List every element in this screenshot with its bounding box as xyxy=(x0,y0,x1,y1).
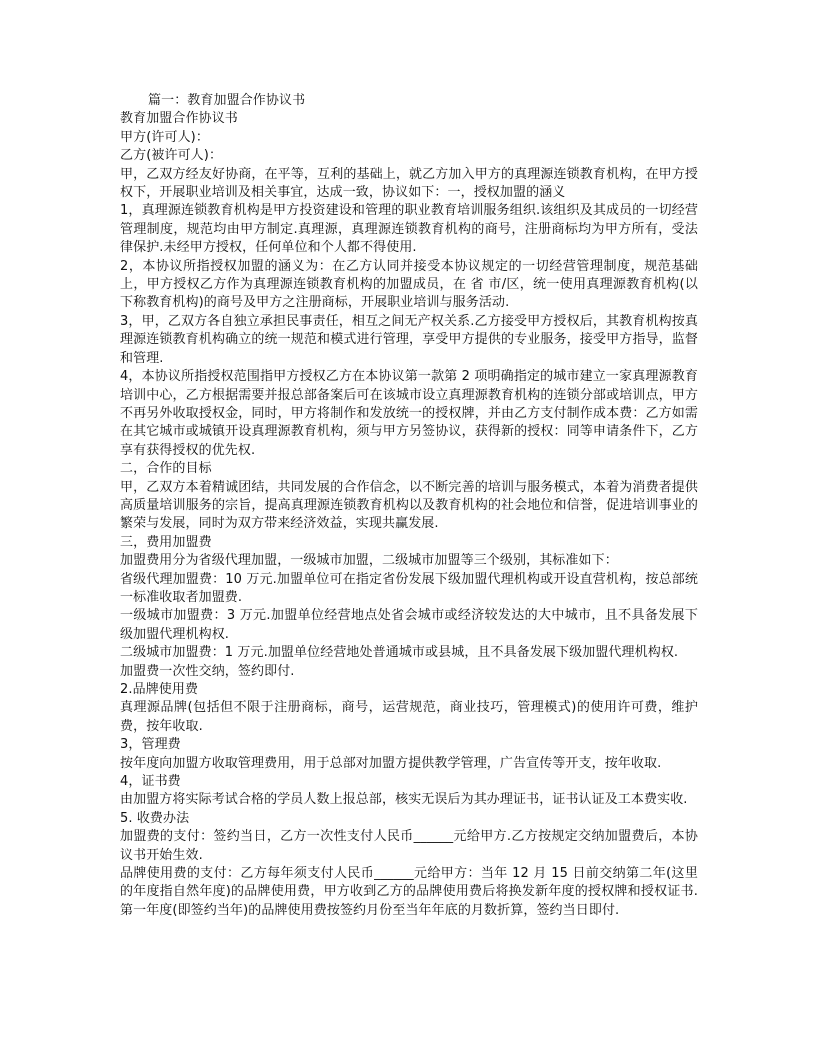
fees-intro: 加盟费用分为省级代理加盟，一级城市加盟，二级城市加盟等三个级别，其标准如下： xyxy=(120,553,618,569)
heading-brand-fee: 2.品牌使用费 xyxy=(120,682,199,697)
heading-certificate-fee: 4，证书费 xyxy=(120,774,181,790)
section-heading-goals: 二，合作的目标 xyxy=(120,461,212,477)
fee-tier-2-city: 二级城市加盟费：1 万元.加盟单位经营地处普通城市或县城，且不具备发展下级加盟代理机构权. xyxy=(120,645,679,661)
clause-1-1: 1，真理源连锁教育机构是甲方投资建设和管理的职业教育培训服务组织.该组织及其成员的一切经营管理制度，规范均由甲方制定.真理源，真理源连锁教育机构的商号，注册商标均为甲方所有，受法律保护.未经甲方授权，任何单位和个人都不得使用. xyxy=(120,203,698,256)
preamble-paragraph: 甲，乙双方经友好协商，在平等，互利的基础上，就乙方加入甲方的真理源连锁教育机构，在甲方授权下，开展职业培训及相关事宜，达成一致，协议如下：一，授权加盟的涵义 xyxy=(120,166,698,201)
management-fee-paragraph: 按年度向加盟方收取管理费用，用于总部对加盟方提供教学管理，广告宣传等开支，按年收取. xyxy=(120,755,662,771)
party-a-line: 甲方(许可人)： xyxy=(120,129,209,145)
brand-fee-paragraph: 真理源品牌(包括但不限于注册商标，商号，运营规范，商业技巧，管理模式)的使用许可费，维护费，按年收取. xyxy=(120,700,698,734)
fee-tier-1-city: 一级城市加盟费：3 万元.加盟单位经营地点处省会城市或经济较发达的大中城市，且不具备发展下级加盟代理机构权. xyxy=(120,608,698,642)
clause-1-4: 4，本协议所指授权范围指甲方授权乙方在本协议第一款第 2 项明确指定的城市建立一家真理源教育培训中心，乙方根据需要并报总部备案后可在该城市设立真理源教育机构的连锁分部或培训点，甲方不再另外收取授权金，同时，甲方将制作和发放统一的授权牌，并由乙方支付制作成本费：乙方如需在其它城市或城镇开设真理源教育机构，须与甲方另签协议，获得新的授权：同等申请条件下，乙方享有获得授权的优先权. xyxy=(120,369,698,458)
payment-franchise-fee: 加盟费的支付：签约当日，乙方一次性支付人民币______元给甲方.乙方按规定交纳加盟费后，本协议书开始生效. xyxy=(120,829,698,863)
section-title: 篇一：教育加盟合作协议书 xyxy=(148,93,306,108)
clause-1-3: 3，甲，乙双方各自独立承担民事责任，相互之间无产权关系.乙方接受甲方授权后，其教育机构按真理源连锁教育机构确立的统一规范和模式进行管理，享受甲方提供的专业服务，接受甲方指导，监督和管理. xyxy=(120,313,698,366)
section-heading-fees: 三，费用加盟费 xyxy=(120,534,212,550)
certificate-fee-paragraph: 由加盟方将实际考试合格的学员人数上报总部，核实无误后为其办理证书，证书认证及工本费实收. xyxy=(120,792,688,808)
goals-paragraph: 甲，乙双方本着精诚团结，共同发展的合作信念，以不断完善的培训与服务模式，本着为消费者提供高质量培训服务的宗旨，提高真理源连锁教育机构以及教育机构的社会地位和信誉，促进培训事业的繁荣与发展，同时为双方带来经济效益，实现共赢发展. xyxy=(120,479,698,532)
fee-provincial: 省级代理加盟费：10 万元.加盟单位可在指定省份发展下级加盟代理机构或开设直营机构，按总部统一标准收取者加盟费. xyxy=(120,571,698,605)
document-title: 教育加盟合作协议书 xyxy=(120,111,238,127)
document-body xyxy=(120,92,698,920)
clause-1-2: 2，本协议所指授权加盟的涵义为：在乙方认同并接受本协议规定的一切经营管理制度，规范基础上，甲方授权乙方作为真理源连锁教育机构的加盟成员，在 省 市/区，统一使用真理源教育机构(以下称教育机构)的商号及甲方之注册商标，开展职业培训与服务活动. xyxy=(120,258,698,311)
heading-management-fee: 3，管理费 xyxy=(120,737,181,753)
payment-brand-fee: 品牌使用费的支付：乙方每年须支付人民币______元给甲方：当年 12 月 15 日前交纳第二年(这里的年度指自然年度)的品牌使用费，甲方收到乙方的品牌使用费后将换发新年度的授权牌和授权证书.第一年度(即签约当年)的品牌使用费按签约月份至当年年底的月数折算，签约当日即付. xyxy=(120,866,698,918)
party-b-line: 乙方(被许可人)： xyxy=(120,148,223,164)
heading-payment-methods: 5. 收费办法 xyxy=(120,810,190,826)
fee-payment-note: 加盟费一次性交纳，签约即付. xyxy=(120,663,295,679)
